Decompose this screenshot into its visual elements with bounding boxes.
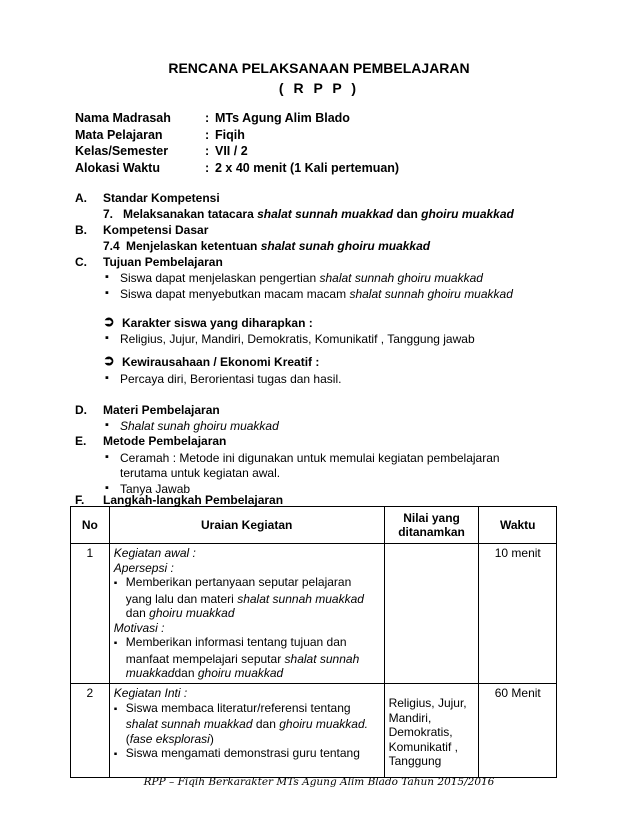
identity-key: Alokasi Waktu <box>75 161 160 175</box>
identity-colon: : <box>205 111 210 125</box>
section-letter: D. <box>75 403 87 417</box>
karakter-value: Religius, Jujur, Mandiri, Demokratis, Komunikatif , Tanggung jawab <box>120 332 475 346</box>
identity-key: Mata Pelajaran <box>75 128 163 142</box>
kewirausahaan-title: Kewirausahaan / Ekonomi Kreatif : <box>122 355 320 369</box>
langkah-table <box>70 506 557 778</box>
bullet-icon: ▪ <box>113 703 118 715</box>
tujuan-item: Siswa dapat menjelaskan pengertian shalat sunnah ghoiru muakkad <box>120 271 483 285</box>
kd-number: 7.4 <box>103 239 120 253</box>
karakter-title: Karakter siswa yang diharapkan : <box>122 316 313 330</box>
row-no: 2 <box>71 684 110 778</box>
row-nilai <box>384 544 479 684</box>
table-row <box>71 544 557 684</box>
bullet-icon: ▪ <box>113 638 118 649</box>
bullet-icon: ▪ <box>105 419 109 431</box>
identity-colon: : <box>205 144 210 158</box>
row-nilai: Religius, Jujur, Mandiri, Demokratis, Komunikatif , Tanggung <box>384 684 479 778</box>
arrow-icon: ➲ <box>103 313 115 329</box>
section-title: Standar Kompetensi <box>103 191 220 205</box>
tujuan-item: Siswa dapat menyebutkan macam macam shalat sunnah ghoiru muakkad <box>120 287 513 301</box>
identity-value: 2 x 40 menit (1 Kali pertemuan) <box>215 161 400 175</box>
materi-item: Shalat sunah ghoiru muakkad <box>120 419 279 433</box>
identity-colon: : <box>205 128 210 142</box>
kewirausahaan-value: Percaya diri, Berorientasi tugas dan hasil. <box>120 372 342 386</box>
section-letter: A. <box>75 191 87 205</box>
bullet-icon: ▪ <box>105 287 109 299</box>
identity-colon: : <box>205 161 210 175</box>
table-row <box>71 684 557 778</box>
sk-text: Melaksanakan tatacara shalat sunnah muakkad dan ghoiru muakkad <box>123 207 514 221</box>
metode-item-cont: terutama untuk kegiatan awal. <box>120 466 281 480</box>
section-title: Tujuan Pembelajaran <box>103 255 223 269</box>
row-no: 1 <box>71 544 110 684</box>
bullet-icon: ▪ <box>113 578 118 589</box>
section-title: Materi Pembelajaran <box>103 403 220 417</box>
bullet-icon: ▪ <box>105 451 109 463</box>
row-waktu: 10 menit <box>479 544 557 684</box>
section-title: Kompetensi Dasar <box>103 223 209 237</box>
section-title: Metode Pembelajaran <box>103 434 227 448</box>
bullet-icon: ▪ <box>105 271 109 283</box>
header-no: No <box>71 507 110 544</box>
row-uraian: Kegiatan awal : Apersepsi : ▪ Memberikan pertanyaan seputar pelajaran yang lalu dan materi shalat sunnah muakkad dan ghoiru muakkad Motivasi : ▪ Memberikan informasi tentang tujuan dan manfaat mempelajari seputar shalat sunnah muakkaddan ghoiru muakkad <box>109 544 384 684</box>
bullet-icon: ▪ <box>113 749 118 760</box>
section-letter: E. <box>75 434 87 448</box>
identity-value: VII / 2 <box>215 144 248 158</box>
section-letter: F. <box>75 493 85 507</box>
section-letter: C. <box>75 255 87 269</box>
identity-key: Kelas/Semester <box>75 144 169 158</box>
bullet-icon: ▪ <box>105 332 109 344</box>
bullet-icon: ▪ <box>105 482 109 494</box>
page-title: RENCANA PELAKSANAAN PEMBELAJARAN <box>168 60 470 76</box>
arrow-icon: ➲ <box>103 352 115 368</box>
identity-key: Nama Madrasah <box>75 111 171 125</box>
metode-item: Tanya Jawab <box>120 482 191 496</box>
bullet-icon: ▪ <box>105 372 109 384</box>
header-waktu: Waktu <box>479 507 557 544</box>
table-header-row <box>71 507 557 544</box>
header-uraian: Uraian Kegiatan <box>109 507 384 544</box>
kd-text: Menjelaskan ketentuan shalat sunah ghoiru muakkad <box>126 239 431 253</box>
row-waktu: 60 Menit <box>479 684 557 778</box>
metode-item: Ceramah : Metode ini digunakan untuk memulai kegiatan pembelajaran <box>120 451 500 465</box>
identity-value: MTs Agung Alim Blado <box>215 111 350 125</box>
header-nilai: Nilai yang ditanamkan <box>384 507 479 544</box>
row-uraian: Kegiatan Inti : ▪ Siswa membaca literatur/referensi tentang shalat sunnah muakkad dan ghoiru muakkad. (fase eksplorasi) ▪ Siswa mengamati demonstrasi guru tentang <box>109 684 384 778</box>
sk-number: 7. <box>103 207 114 221</box>
page-footer: RPP – Fiqih Berkarakter MTs Agung Alim Blado Tahun 2015/2016 <box>143 776 495 788</box>
section-title: Langkah-langkah Pembelajaran <box>103 493 284 507</box>
page-subtitle: ( R P P ) <box>278 80 360 96</box>
identity-value: Fiqih <box>215 128 245 142</box>
section-letter: B. <box>75 223 87 237</box>
